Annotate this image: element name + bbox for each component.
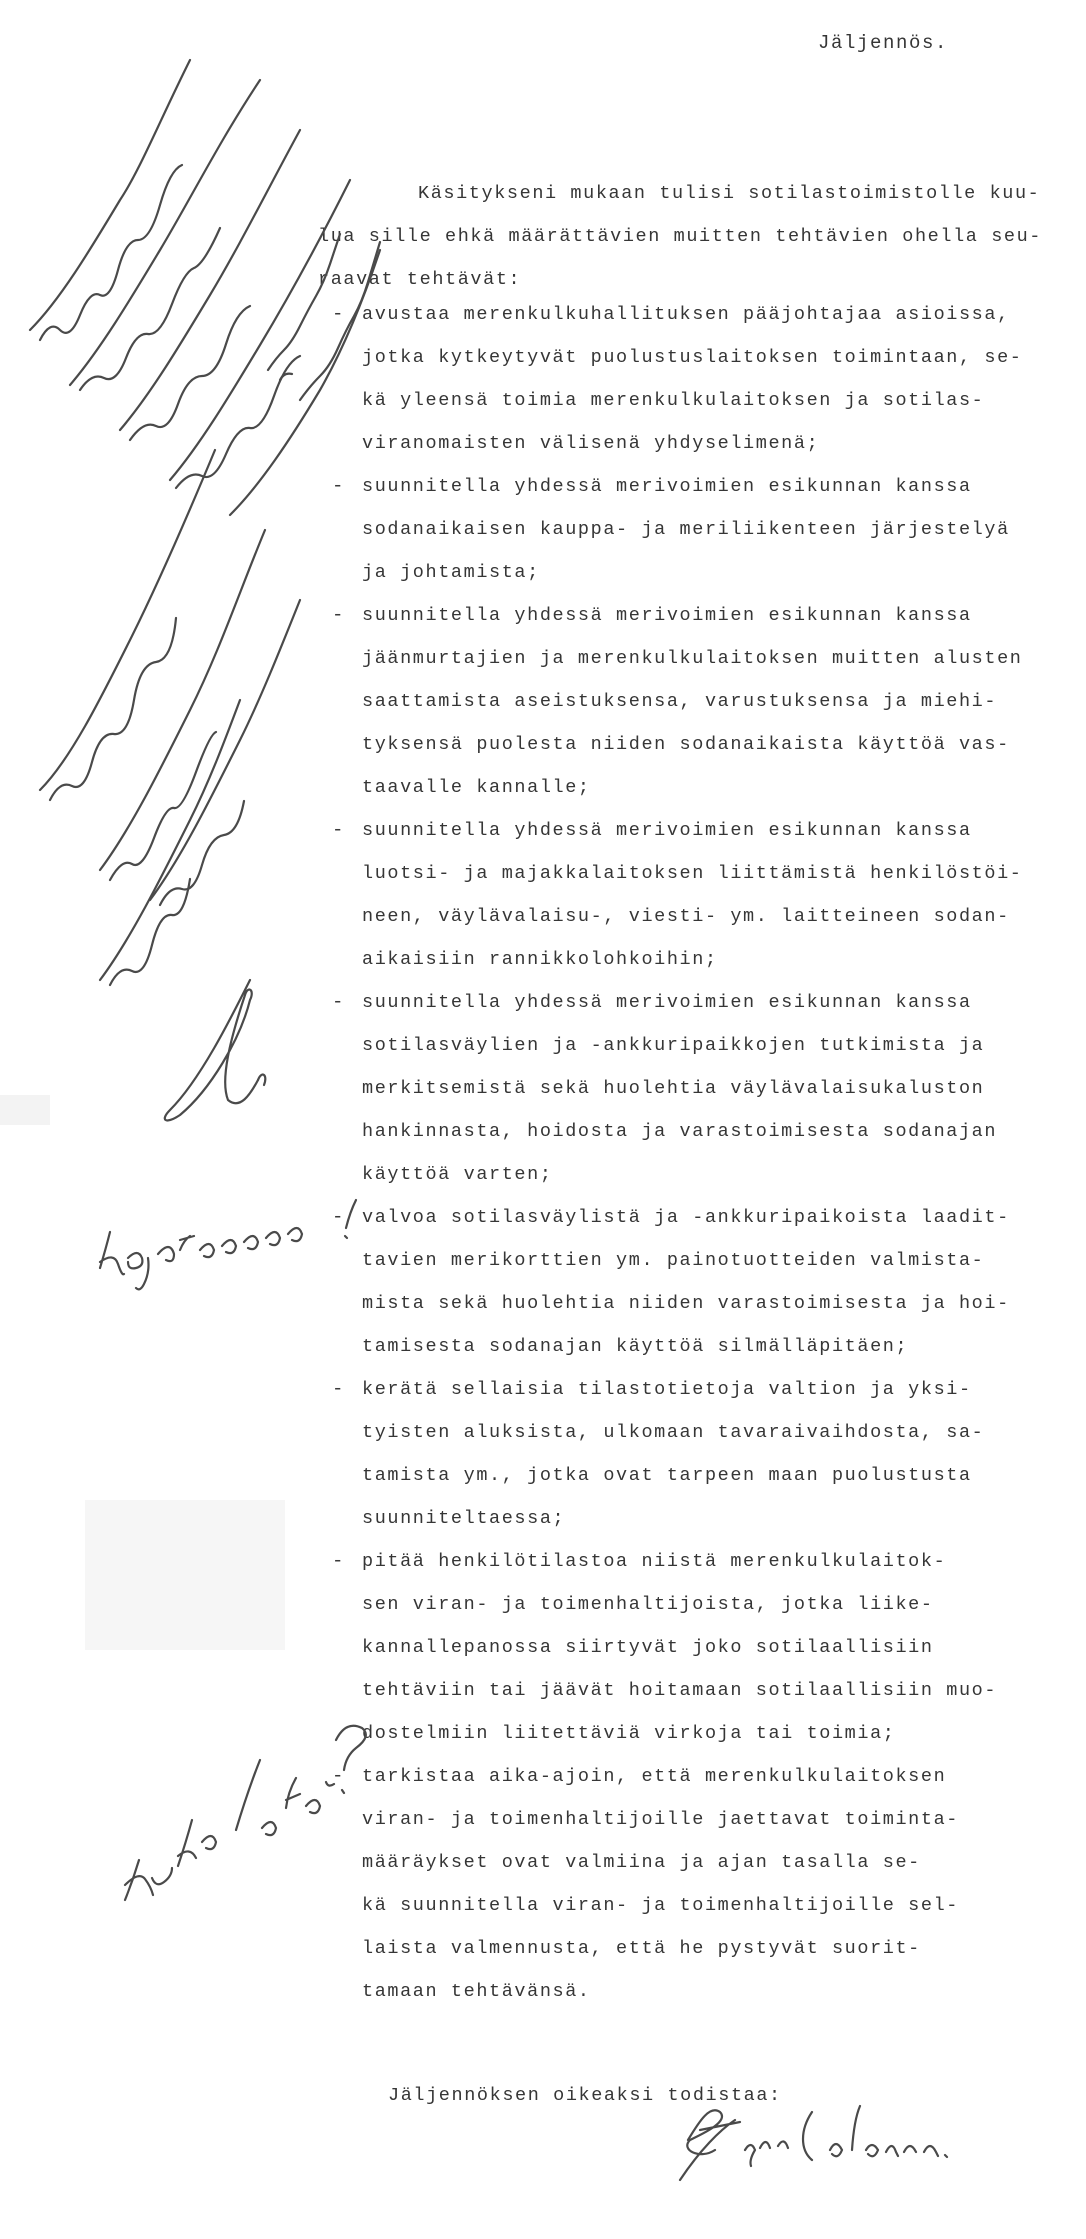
task-line: tamista ym., jotka ovat tarpeen maan puolustusta [362, 1465, 972, 1486]
task-line: neen, väylävalaisu-, viesti- ym. laitteineen sodan- [362, 906, 1010, 927]
task-line: merkitsemistä sekä huolehtia väylävalaisukaluston [362, 1078, 985, 1099]
task-line: luotsi- ja majakkalaitoksen liittämistä henkilöstöi- [362, 863, 1023, 884]
task-line: suunniteltaessa; [362, 1508, 566, 1529]
task-line: suunnitella yhdessä merivoimien esikunnan kanssa [362, 820, 972, 841]
handwritten-initials [165, 980, 266, 1120]
task-line: viran- ja toimenhaltijoille jaettavat toiminta- [362, 1809, 959, 1830]
task-item [332, 1755, 1023, 2013]
task-item [332, 1196, 1023, 1368]
task-dash: - [332, 475, 344, 497]
task-item [332, 809, 1023, 981]
task-item [332, 981, 1023, 1196]
task-line: mista sekä huolehtia niiden varastoimisesta ja hoi- [362, 1293, 1010, 1314]
task-item [332, 1540, 1023, 1755]
task-line: kä yleensä toimia merenkulkulaitoksen ja sotilas- [362, 390, 985, 411]
task-dash: - [332, 1550, 344, 1572]
task-line: tamisesta sodanajan käyttöä silmälläpitäen; [362, 1336, 909, 1357]
task-line: kerätä sellaisia tilastotietoja valtion ja yksi- [362, 1379, 972, 1400]
task-line: sotilasväylien ja -ankkuripaikkojen tutkimista ja [362, 1035, 985, 1056]
task-line: aikaisiin rannikkolohkoihin; [362, 949, 718, 970]
task-line: suunnitella yhdessä merivoimien esikunnan kanssa [362, 476, 972, 497]
task-line: kä suunnitella viran- ja toimenhaltijoille sel- [362, 1895, 959, 1916]
task-line: sen viran- ja toimenhaltijoista, jotka liike- [362, 1594, 934, 1615]
task-item [332, 594, 1023, 809]
document-header-label: Jäljennös. [818, 32, 949, 54]
task-dash: - [332, 819, 344, 841]
task-line: ja johtamista; [362, 562, 540, 583]
task-dash: - [332, 604, 344, 626]
handwritten-note-hajottavaa [100, 1200, 356, 1289]
task-dash: - [332, 1765, 344, 1787]
task-line: tavien merikorttien ym. painotuotteiden valmista- [362, 1250, 985, 1271]
task-item [332, 293, 1023, 465]
handwritten-note-middle-left [40, 450, 300, 985]
task-line: valvoa sotilasväylistä ja -ankkuripaikoista laadit- [362, 1207, 1010, 1228]
task-line: suunnitella yhdessä merivoimien esikunnan kanssa [362, 605, 972, 626]
task-line: tehtäviin tai jäävät hoitamaan sotilaallisiin muo- [362, 1680, 998, 1701]
task-list [332, 293, 1023, 2013]
task-line: laista valmennusta, että he pystyvät suorit- [362, 1938, 921, 1959]
task-line: taavalle kannalle; [362, 777, 591, 798]
intro-line: lua sille ehkä määrättävien muitten tehtävien ohella seu- [318, 226, 1043, 247]
task-dash: - [332, 303, 344, 325]
task-dash: - [332, 1206, 344, 1228]
task-line: kannallepanossa siirtyvät joko sotilaallisiin [362, 1637, 934, 1658]
task-line: tarkistaa aika-ajoin, että merenkulkulaitoksen [362, 1766, 947, 1787]
task-line: viranomaisten välisenä yhdyselimenä; [362, 433, 820, 454]
task-line: jotka kytkeytyvät puolustuslaitoksen toimintaan, se- [362, 347, 1023, 368]
task-item [332, 465, 1023, 594]
handwritten-signature [680, 2106, 947, 2180]
task-line: sodanaikaisen kauppa- ja meriliikenteen järjestelyä [362, 519, 1010, 540]
certification-line: Jäljennöksen oikeaksi todistaa: [388, 2085, 782, 2106]
intro-line: Käsitykseni mukaan tulisi sotilastoimistolle kuu- [418, 183, 1041, 204]
task-line: hankinnasta, hoidosta ja varastoimisesta sodanajan [362, 1121, 998, 1142]
intro-paragraph [318, 172, 1042, 301]
task-line: suunnitella yhdessä merivoimien esikunnan kanssa [362, 992, 972, 1013]
scan-smudge [85, 1500, 285, 1650]
task-line: saattamista aseistuksensa, varustuksensa ja miehi- [362, 691, 998, 712]
task-line: määräykset ovat valmiina ja ajan tasalla se- [362, 1852, 921, 1873]
intro-line: raavat tehtävät: [318, 269, 522, 290]
task-line: tamaan tehtävänsä. [362, 1981, 591, 2002]
task-item [332, 1368, 1023, 1540]
task-line: jäänmurtajien ja merenkulkulaitoksen muitten alusten [362, 648, 1023, 669]
task-line: avustaa merenkulkuhallituksen pääjohtajaa asioissa, [362, 304, 1010, 325]
handwritten-note-kuka-laatii [125, 1726, 366, 1900]
task-line: dostelmiin liitettäviä virkoja tai toimia; [362, 1723, 896, 1744]
task-line: tyisten aluksista, ulkomaan tavaraivaihdosta, sa- [362, 1422, 985, 1443]
task-dash: - [332, 991, 344, 1013]
task-dash: - [332, 1378, 344, 1400]
scan-smudge [0, 1095, 50, 1125]
task-line: tyksensä puolesta niiden sodanaikaista käyttöä vas- [362, 734, 1010, 755]
task-line: käyttöä varten; [362, 1164, 553, 1185]
task-line: pitää henkilötilastoa niistä merenkulkulaitok- [362, 1551, 947, 1572]
